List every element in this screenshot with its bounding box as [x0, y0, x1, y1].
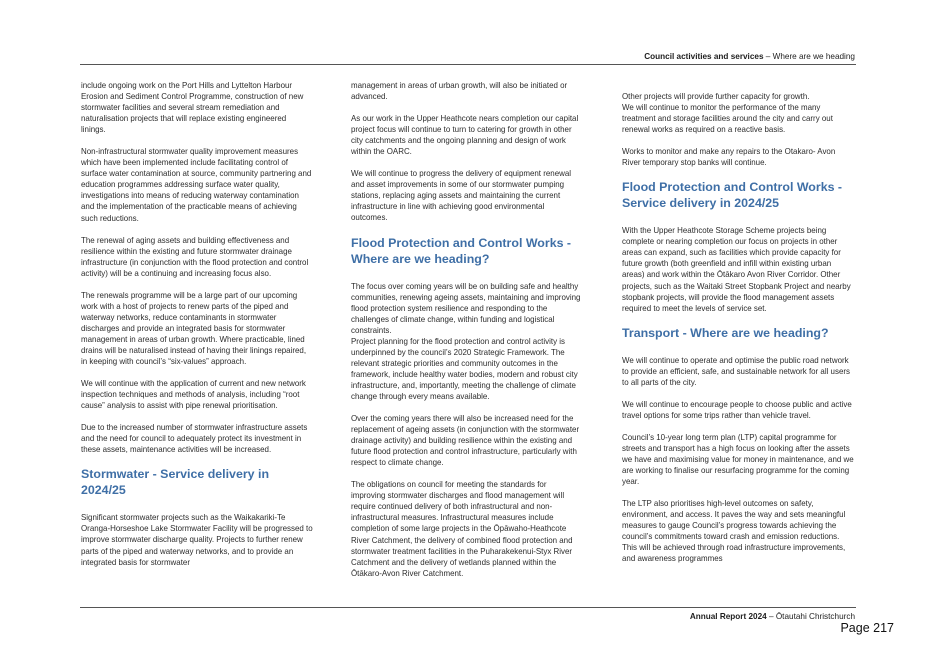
footer-city: Ōtautahi Christchurch — [775, 612, 855, 621]
running-header — [80, 52, 855, 61]
section-heading-flood-delivery: Flood Protection and Control Works - Service delivery in 2024/25 — [622, 180, 843, 211]
paragraph: Due to the increased number of stormwater infrastructure assets and the need for council to adequately protect its investment in these assets, maintenance activities will be increased. — [81, 423, 308, 455]
paragraph: Project planning for the flood protection and control activity is underpinned by the council’s 2020 Strategic Framework. The relevant strategic priorities and community outcomes in the framework, include healthy water bodies, modern and robust city infrastructure, and, importantly, meeting the challenge of climate change through every means available. — [351, 336, 578, 401]
paragraph: We will continue to monitor the performance of the many treatment and storage facilities around the city and carry out renewal works as required on a reactive basis. — [622, 103, 833, 135]
section-heading-transport: Transport - Where are we heading? — [622, 325, 829, 340]
paragraph: Over the coming years there will also be increased need for the replacement of ageing assets (in conjunction with the stormwater drainage activity) and building resilience within the existing and future flood protection and control infrastructure, particularly with respect to climate change. — [351, 414, 580, 468]
section-heading-flood-heading: Flood Protection and Control Works - Where are we heading? — [351, 235, 572, 266]
paragraph: The renewal of aging assets and building effectiveness and resilience within the existing and future stormwater drainage infrastructure (in conjunction with the flood protection and control activity) will be a continuing and increasing focus also. — [81, 235, 309, 278]
paragraph: Other projects will provide further capacity for growth. — [622, 92, 810, 101]
footer-separator: – — [766, 612, 776, 621]
footer-rule — [80, 607, 856, 608]
running-footer — [80, 612, 855, 621]
paragraph: The LTP also prioritises high-level outcomes on safety, environment, and access. It paves the way and sets meaningful measures to gauge Council’s progress towards achieving the council’s commitments toward crash and emission reductions. This will be achieved through road infrastructure improvements, and awareness programmes — [622, 499, 846, 564]
paragraph: With the Upper Heathcote Storage Scheme projects being complete or nearing completion our focus on projects in other areas can expand, such as facilities which provide capacity for future growth (both greenfield and infill within existing urban areas) and work within the Ōtākaro Avon River Corridor. Other projects, such as the Waitaki Street Stopbank Project and nearby stopbank projects, will provide the flood management assets required to meet the levels of service set. — [622, 226, 851, 313]
paragraph: management in areas of urban growth, will also be initiated or advanced. — [351, 81, 568, 102]
column-right — [622, 91, 854, 575]
paragraph: Council’s 10-year long term plan (LTP) capital programme for streets and transport has a high focus on looking after the assets we have and maximising value for money in maintenance, and we are working to finalise our resurfacing programme for the coming year. — [622, 432, 854, 487]
paragraph: The focus over coming years will be on building safe and healthy communities, renewing ageing assets, maintaining and improving flood protection system resilience and responding to the challenges of climate change, within funding and logistical constraints. — [351, 281, 581, 335]
paragraph: The obligations on council for meeting the standards for improving stormwater discharges and flood management will require continued delivery of both infrastructural and non-infrastructural measures. Infrastructural measures include completion of some large projects in the Ōpāwaho-Heathcote River Catchment, the delivery of combined flood protection and stormwater treatment facilities in the Puharakekenui-Styx River Catchment and the delivery of wetlands planned within the Ōtākaro-Avon River Catchment. — [351, 480, 573, 578]
paragraph: We will continue to operate and optimise the public road network to provide an efficient, safe, and sustainable network for all users to all parts of the city. — [622, 355, 850, 387]
header-subsection: Where are we heading — [772, 52, 855, 61]
paragraph: As our work in the Upper Heathcote nears completion our capital project focus will continue to turn to catering for growth in other city catchments and the ongoing planning and design of work within the OARC. — [351, 114, 579, 157]
paragraph: The renewals programme will be a large part of our upcoming work with a host of projects to renew parts of the piped and waterway networks, reduce contaminants in stormwater discharges and provide an integrated basis for stormwater management in areas of urban growth. Where practicable, lined drains will be naturalised instead of having their linings repaired, in keeping with council’s “six-values” approach. — [81, 290, 307, 367]
paragraph: Works to monitor and make any repairs to the Otakaro- Avon River temporary stop banks will continue. — [622, 147, 836, 168]
column-left — [81, 80, 313, 579]
header-section: Council activities and services — [644, 52, 764, 61]
header-separator: – — [763, 52, 773, 61]
column-middle — [351, 80, 583, 590]
section-heading-stormwater-delivery: Stormwater - Service delivery in 2024/25 — [81, 467, 270, 498]
footer-report: Annual Report 2024 — [689, 612, 767, 621]
header-rule — [80, 64, 856, 65]
paragraph: include ongoing work on the Port Hills and Lyttelton Harbour Erosion and Sediment Control Programme, construction of new stormwater facilities and several stream remediation and naturalisation projects that will replace existing engineered linings. — [81, 81, 304, 135]
page-number: Page 217 — [840, 621, 894, 635]
paragraph: We will continue to encourage people to choose public and active travel options for some trips rather than vehicle travel. — [622, 399, 852, 420]
paragraph: We will continue with the application of current and new network inspection techniques and methods of analysis, including “root cause” analysis to assist with pipe renewal prioritisation. — [81, 379, 306, 411]
paragraph: Non-infrastructural stormwater quality improvement measures which have been implemented include facilitating control of surface water contamination at source, community partnering and education programmes addressing surface water quality, investigations into means of reducing waterway contamination and the implementation of the practicable means of achieving such reductions. — [81, 147, 312, 223]
paragraph: Significant stormwater projects such as the Waikakariki-Te Oranga-Horseshoe Lake Stormwater Facility will be progressed to improve stormwater discharge quality. Projects to further renew parts of the piped and waterway networks, and to provide an integrated basis for stormwater — [81, 513, 313, 567]
paragraph: We will continue to progress the delivery of equipment renewal and asset improvements in some of our stormwater pumping stations, replacing aging assets and maintaining the current infrastructure in line with achieving good environmental outcomes. — [351, 169, 572, 223]
